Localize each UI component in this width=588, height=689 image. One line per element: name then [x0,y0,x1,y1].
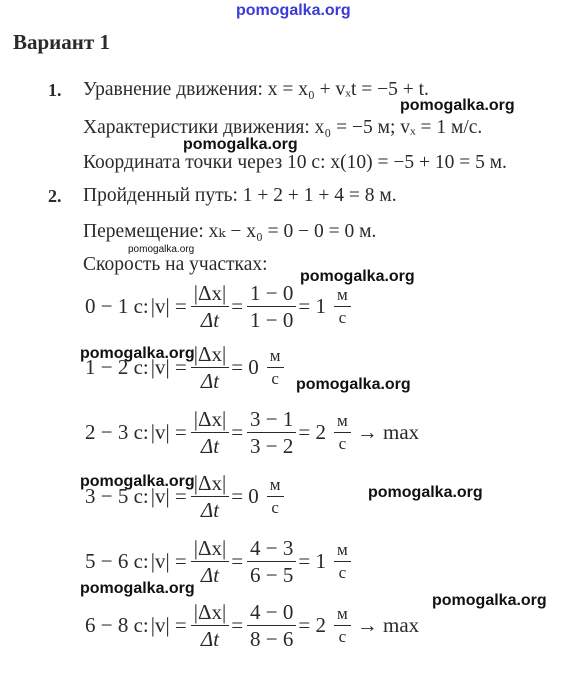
segment-result: = 2 [298,420,326,445]
task-2-number: 2. [48,186,62,206]
unit-numerator: м [334,412,351,433]
abs-dx-over-dt [191,408,229,457]
task-2-line-2: Перемещение: xₖ − x₀ = 0 − 0 = 0 м. [83,221,377,242]
unit-denominator: с [338,627,347,647]
unit-numerator: м [334,605,351,626]
segment-lhs: |v| = [150,613,187,638]
fraction-denominator: 1 − 0 [250,308,294,333]
fraction-numerator: |Δx| [191,472,229,497]
task-1-number: 1. [48,80,62,100]
abs-dx-over-dt [191,601,229,650]
unit-m-per-s [267,347,284,388]
watermark-top: pomogalka.org [236,2,351,19]
watermark: pomogalka.org [80,473,195,490]
segment-interval: 1 − 2 с: [85,355,149,380]
watermark: pomogalka.org [183,136,298,153]
fraction-numerator: |Δx| [191,282,229,307]
segment-lhs: |v| = [150,420,187,445]
watermark: pomogalka.org [432,592,547,609]
unit-denominator: с [338,563,347,583]
fraction-denominator: Δt [200,498,220,523]
fraction-denominator: Δt [200,308,220,333]
abs-dx-over-dt [191,472,229,521]
task-1-line-1: Уравнение движения: x = x₀ + vₓt = −5 + t. [83,79,429,100]
fraction-numerator: |Δx| [191,408,229,433]
segment-fraction [247,537,296,586]
segment-fraction [247,601,296,650]
fraction-denominator: Δt [200,369,220,394]
unit-m-per-s [267,476,284,517]
fraction-denominator: 8 − 6 [250,627,294,652]
unit-m-per-s [334,286,351,327]
watermark: pomogalka.org [80,345,195,362]
fraction-numerator: 4 − 0 [247,601,296,626]
unit-numerator: м [267,476,284,497]
abs-dx-over-dt [191,282,229,331]
segment-result: = 0 [231,355,259,380]
variant-title: Вариант 1 [13,30,110,54]
segment-lhs: |v| = [150,484,187,509]
segment-note: → max [356,420,420,445]
unit-numerator: м [334,286,351,307]
segment-lhs: |v| = [150,355,187,380]
abs-dx-over-dt [191,343,229,392]
segment-lhs: |v| = [150,294,187,319]
watermark: pomogalka.org [300,268,415,285]
velocity-segment-row: 2 − 3 с: |v| = $\frac{|\Delta x|}{\Delta t}$ = $\frac{3 - 1}{3 - 2}$ = 2 м с → max [85,407,420,459]
unit-denominator: с [271,498,279,518]
segment-lhs: |v| = [150,549,187,574]
task-2-line-1: Пройденный путь: 1 + 2 + 1 + 4 = 8 м. [83,185,397,206]
fraction-numerator: 4 − 3 [247,537,296,562]
task-2-line-3: Скорость на участках: [83,254,268,275]
velocity-segment-row: 5 − 6 с: |v| = $\frac{|\Delta x|}{\Delta t}$ = $\frac{4 - 3}{6 - 5}$ = 1 м с [85,537,353,586]
fraction-denominator: Δt [200,434,220,459]
fraction-numerator: |Δx| [191,537,229,562]
unit-denominator: с [338,308,347,328]
segment-result: = 0 [231,484,259,509]
segment-interval: 6 − 8 с: [85,613,149,638]
segment-note: → max [356,613,420,638]
unit-denominator: с [271,369,279,389]
segment-interval: 3 − 5 с: [85,484,149,509]
fraction-numerator: |Δx| [191,343,229,368]
segment-result: = 1 [298,549,326,574]
watermark: pomogalka.org [400,97,515,114]
watermark: pomogalka.org [80,580,195,597]
segment-interval: 0 − 1 с: [85,294,149,319]
segment-fraction [247,282,296,331]
fraction-numerator: 1 − 0 [247,282,296,307]
segment-result: = 2 [298,613,326,638]
fraction-denominator: 6 − 5 [250,563,294,588]
watermark: pomogalka.org [128,244,195,255]
fraction-denominator: 3 − 2 [250,434,294,459]
velocity-segment-row: 6 − 8 с: |v| = $\frac{|\Delta x|}{\Delta t}$ = $\frac{4 - 0}{8 - 6}$ = 2 м с → max [85,600,420,652]
unit-denominator: с [338,434,347,454]
task-1-line-3: Координата точки через 10 с: x(10) = −5 + 10 = 5 м. [83,152,507,173]
abs-dx-over-dt [191,537,229,586]
segment-interval: 5 − 6 с: [85,549,149,574]
unit-numerator: м [334,541,351,562]
task-1-line-2: Характеристики движения: x₀ = −5 м; vₓ = 1 м/с. [83,117,483,138]
fraction-denominator: Δt [200,563,220,588]
segment-interval: 2 − 3 с: [85,420,149,445]
unit-m-per-s [334,412,351,453]
velocity-segment-row: 0 − 1 с: |v| = $\frac{|\Delta x|}{\Delta t}$ = $\frac{1 - 0}{1 - 0}$ = 1 м с [85,282,353,331]
segment-fraction [247,408,296,457]
fraction-numerator: |Δx| [191,601,229,626]
watermark: pomogalka.org [296,376,411,393]
unit-m-per-s [334,541,351,582]
fraction-denominator: Δt [200,627,220,652]
fraction-numerator: 3 − 1 [247,408,296,433]
watermark: pomogalka.org [368,484,483,501]
unit-numerator: м [267,347,284,368]
unit-m-per-s [334,605,351,646]
segment-result: = 1 [298,294,326,319]
